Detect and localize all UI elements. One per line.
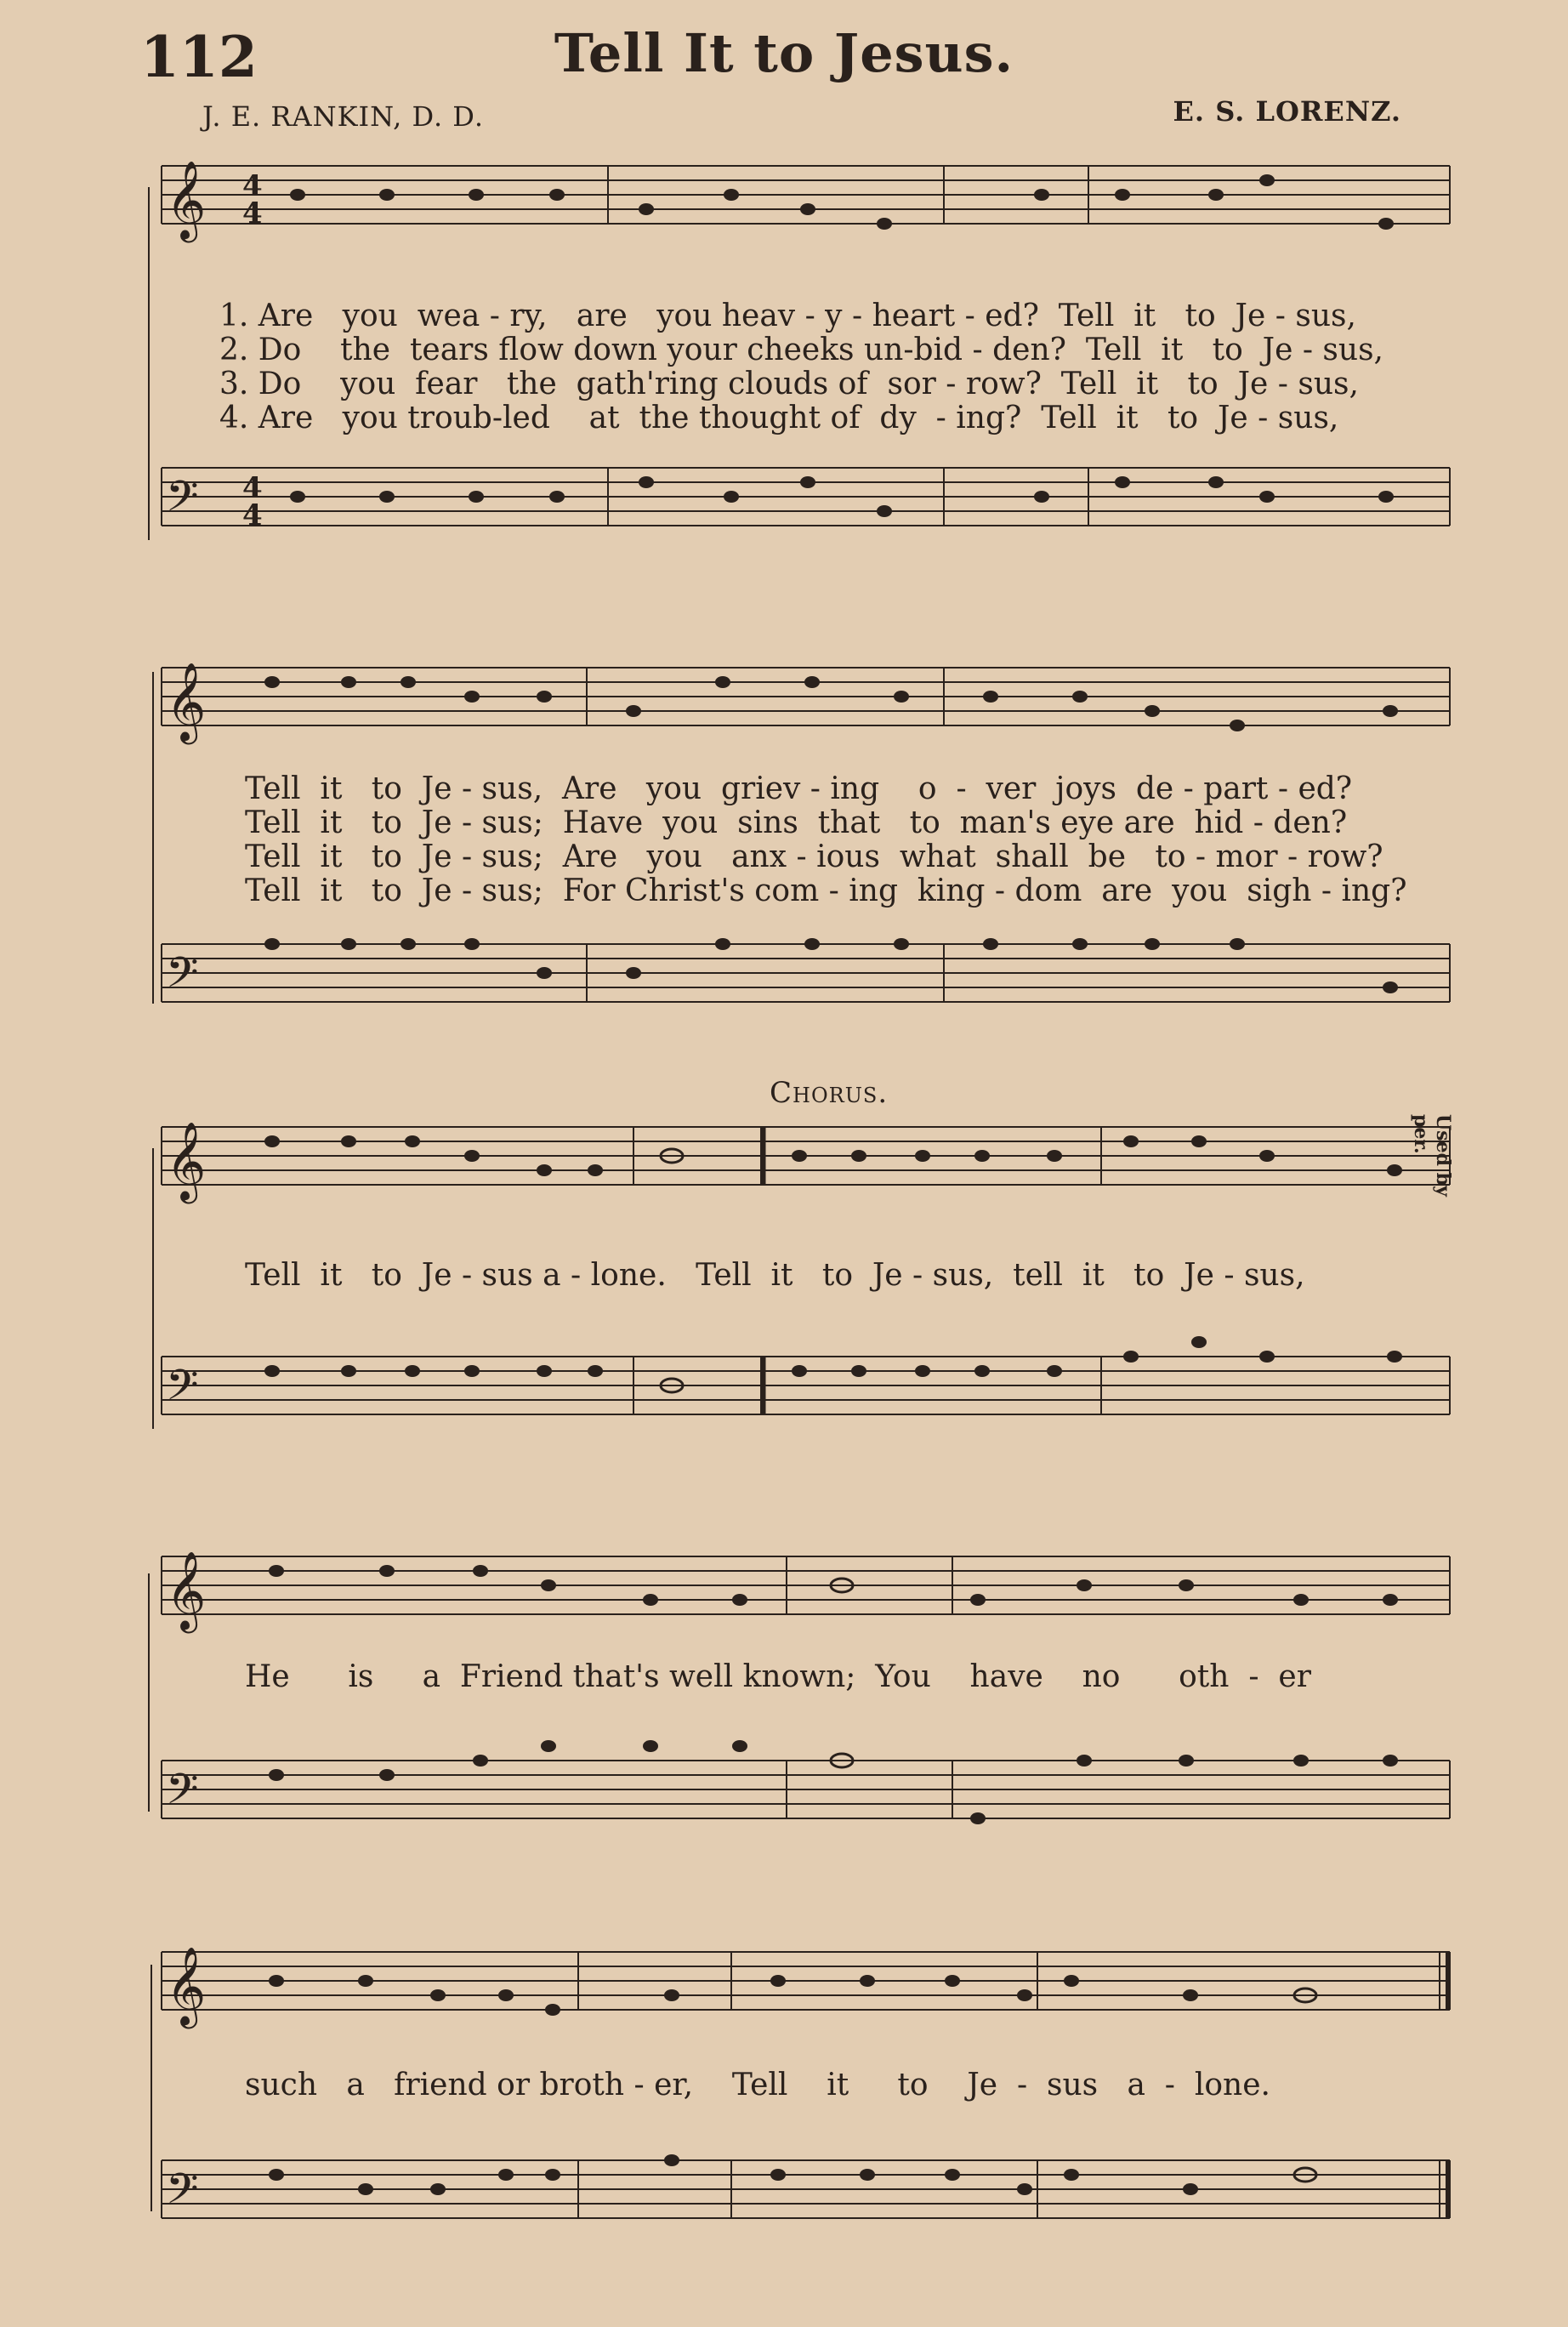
verse-1-line-2: Tell it to Je - sus, Are you griev - ing o - ver joys de - part - ed? [245, 771, 1353, 806]
svg-text:𝄢: 𝄢 [166, 1765, 199, 1824]
verse-1-line-1: 1. Are you wea - ry, are you heav - y - heart - ed? Tell it to Je - sus, [219, 299, 1356, 333]
svg-text:𝄢: 𝄢 [166, 948, 199, 1008]
lyricist-credit: J. E. RANKIN, D. D. [202, 100, 484, 133]
verse-4-line-2: Tell it to Je - sus; For Christ's com - ing king - dom are you sigh - ing? [245, 873, 1407, 908]
svg-text:𝄢: 𝄢 [166, 1361, 199, 1420]
verse-3-line-2: Tell it to Je - sus; Are you anx - ious what shall be to - mor - row? [245, 839, 1383, 874]
svg-text:4: 4 [242, 169, 263, 203]
chorus-label: Chorus. [770, 1076, 889, 1110]
svg-text:4: 4 [242, 471, 263, 505]
svg-text:4: 4 [242, 196, 263, 230]
svg-text:𝄞: 𝄞 [166, 1550, 207, 1630]
verse-2-line-2: Tell it to Je - sus; Have you sins that to man's eye are hid - den? [245, 805, 1348, 840]
verse-2-line-1: 2. Do the tears flow down your cheeks un-bid - den? Tell it to Je - sus, [219, 333, 1384, 367]
hymn-title: Tell It to Jesus. [554, 22, 1014, 84]
composer-credit: E. S. LORENZ. [1173, 95, 1401, 128]
svg-text:𝄞: 𝄞 [166, 1121, 207, 1200]
permission-note: Used by per. [1410, 1114, 1454, 1197]
chorus-line-3: such a friend or broth - er, Tell it to Je - sus a - lone. [245, 2068, 1270, 2102]
svg-text:𝄢: 𝄢 [166, 2165, 199, 2224]
verse-4-line-1: 4. Are you troub-led at the thought of dy - ing? Tell it to Je - sus, [219, 401, 1339, 435]
chorus-line-2: He is a Friend that's well known; You have no oth - er [245, 1659, 1311, 1694]
chorus-line-1: Tell it to Je - sus a - lone. Tell it to Je - sus, tell it to Je - sus, [245, 1258, 1305, 1293]
svg-text:𝄞: 𝄞 [166, 662, 207, 741]
verse-3-line-1: 3. Do you fear the gath'ring clouds of sor - row? Tell it to Je - sus, [219, 367, 1359, 401]
svg-text:𝄞: 𝄞 [166, 160, 207, 239]
svg-text:𝄞: 𝄞 [166, 1946, 207, 2025]
svg-text:4: 4 [242, 498, 263, 532]
svg-text:𝄢: 𝄢 [166, 472, 199, 532]
page-number: 112 [140, 24, 258, 90]
